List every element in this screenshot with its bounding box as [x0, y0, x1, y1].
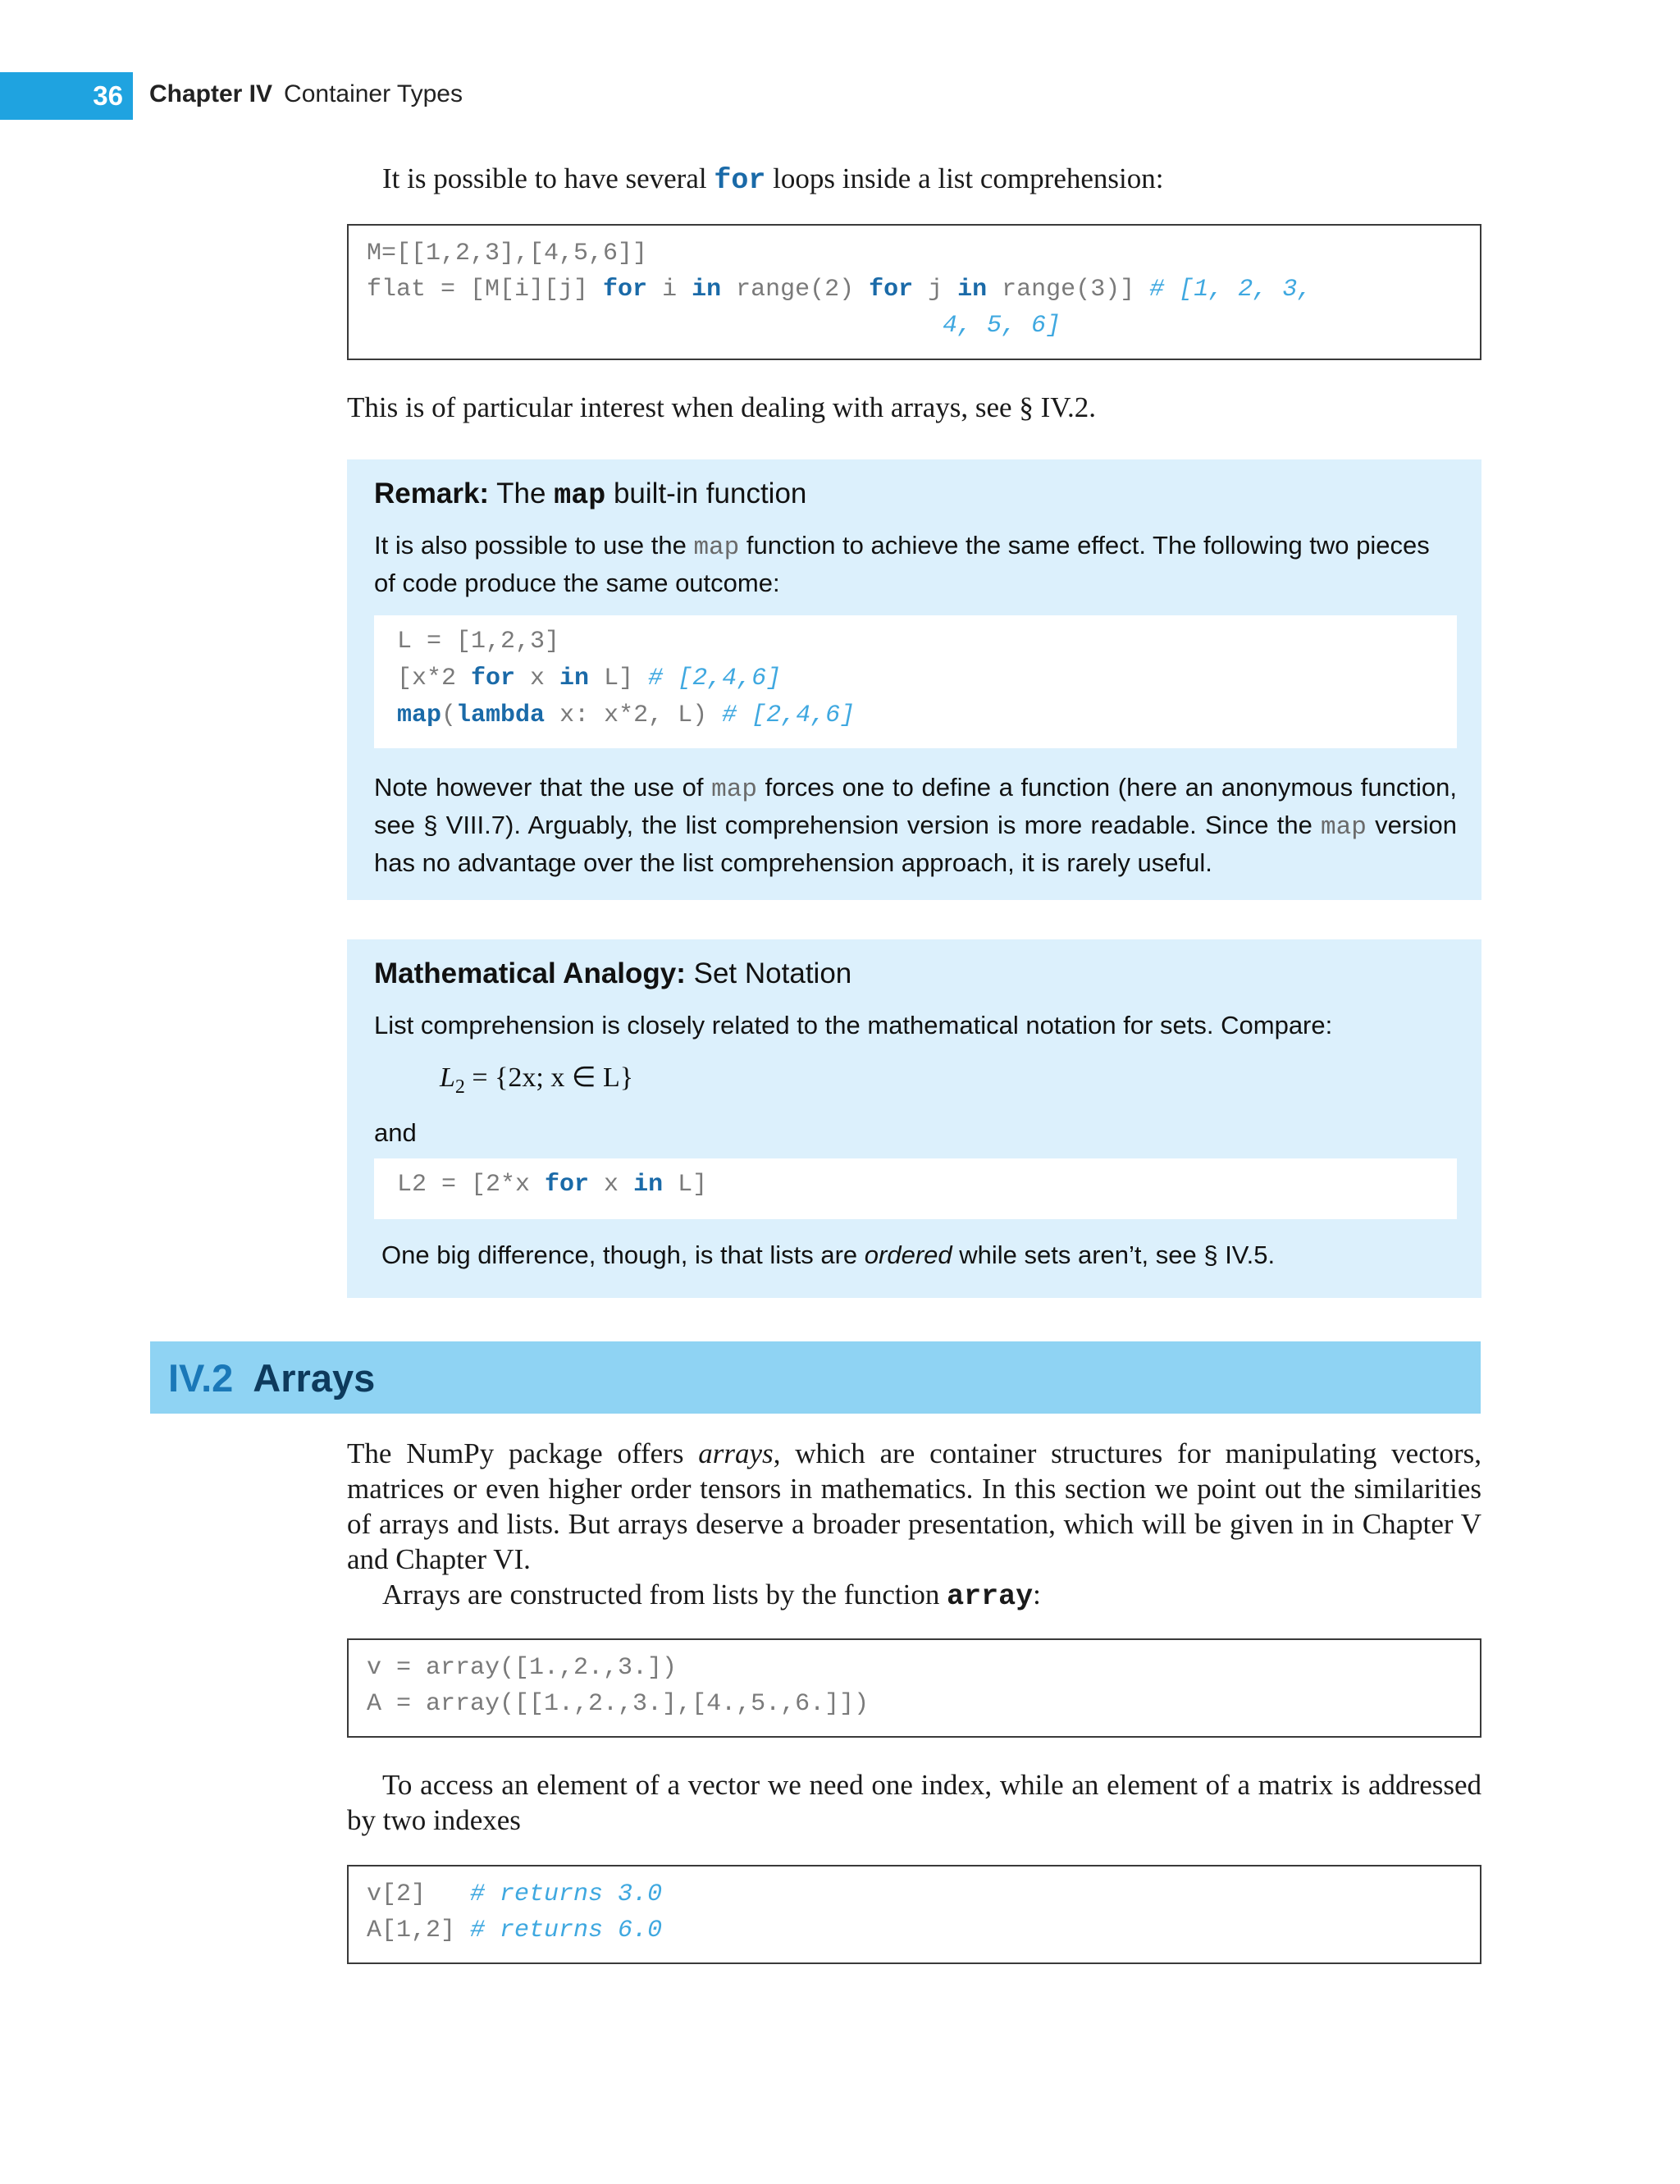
analogy-label: Mathematical Analogy:: [374, 957, 686, 989]
intro-paragraph: [382, 161, 1481, 199]
section-heading: [150, 1341, 1481, 1414]
remark-title: Remark: The map built-in function: [374, 477, 807, 512]
access-paragraph: To access an element of a vector we need one index, while an element of a matrix is addressed by two indexes: [347, 1769, 1481, 1836]
chapter-title: Container Types: [284, 80, 463, 107]
remark-label: Remark:: [374, 477, 490, 509]
chapter-label: Chapter IV: [149, 80, 273, 107]
code-block-flatten: [347, 224, 1481, 360]
code-line: M=[[1,2,3],[4,5,6]]: [367, 240, 648, 267]
section-number: IV.2: [168, 1355, 234, 1400]
code-line: flat = [M[i][j] for i in range(2) for j in range(3)] # [1, 2, 3,: [367, 276, 1312, 304]
arrays-paragraph-1: The NumPy package offers arrays, which are container structures for manipulating vectors, matrices or even higher order tensors in mathematics. In this section we point out the similarities of arrays and lists. But arrays deserve a broader presentation, which will be given in in Chapter V and Chapter VI.: [347, 1437, 1482, 1575]
analogy-paragraph-2: One big difference, though, is that lists are ordered while sets aren’t, see § IV.5.: [381, 1240, 1276, 1269]
arrays-paragraph-2: Arrays are constructed from lists by the function array:: [382, 1579, 1041, 1613]
math-analogy-box: [347, 939, 1481, 1298]
paragraph-arrays-reference: This is of particular interest when dealing with arrays, see § IV.2.: [347, 391, 1096, 423]
remark-paragraph-2: Note however that the use of map forces one to define a function (here an anonymous function, see § VIII.7). Arguably, the list comprehension version is more readable. Since the map version has no advantage over the list comprehension approach, it is rarely useful.: [374, 773, 1458, 877]
intro-text: It is possible to have several: [382, 162, 714, 194]
running-head: [149, 80, 463, 108]
analogy-and: and: [374, 1118, 417, 1147]
section-title: Arrays: [253, 1355, 376, 1400]
page-number: 36: [0, 72, 133, 120]
set-formula: $L_2 = \{2x$; x ∈ L}: [440, 1062, 634, 1098]
analogy-code-block: L2 = [2*x for x in L]: [374, 1158, 1457, 1219]
code-block-access: v[2] # returns 3.0 A[1,2] # returns 6.0: [347, 1865, 1481, 1964]
analogy-paragraph-1: List comprehension is closely related to the mathematical notation for sets. Compare:: [374, 1011, 1333, 1039]
remark-paragraph-1: It is also possible to use the map function to achieve the same effect. The following two pieces of code produce the same outcome:: [374, 531, 1430, 597]
intro-text-end: loops inside a list comprehension:: [765, 162, 1164, 194]
code-comment: # [1, 2, 3,: [1149, 276, 1312, 304]
remark-box: [347, 459, 1481, 900]
inline-code-for: for: [714, 164, 766, 197]
analogy-title: Mathematical Analogy: Set Notation: [374, 957, 852, 989]
code-comment: 4, 5, 6]: [943, 312, 1061, 340]
code-block-array: v = array([1.,2.,3.]) A = array([[1.,2.,3.],[4.,5.,6.]]): [347, 1638, 1481, 1738]
remark-code-block: L = [1,2,3] [x*2 for x in L] # [2,4,6] map(lambda x: x*2, L) # [2,4,6]: [374, 615, 1457, 748]
